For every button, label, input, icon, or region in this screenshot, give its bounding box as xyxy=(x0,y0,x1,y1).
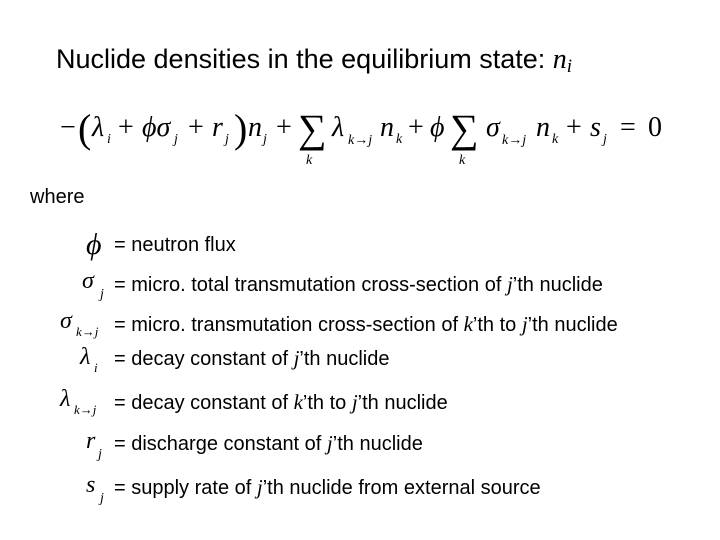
svg-text:k→j: k→j xyxy=(502,133,527,148)
svg-text:j: j xyxy=(603,132,607,147)
s-j-symbol xyxy=(56,472,112,506)
svg-text:n: n xyxy=(536,112,550,143)
phi-symbol xyxy=(56,228,112,262)
definition-phi xyxy=(0,228,720,262)
definition-text-part: ’th nuclide xyxy=(527,314,618,336)
definition-text-part: = neutron flux xyxy=(114,234,236,256)
svg-text:0: 0 xyxy=(648,112,662,143)
svg-text:s: s xyxy=(86,472,96,498)
svg-text:+: + xyxy=(118,112,134,143)
definition-variable: k xyxy=(293,390,303,414)
svg-text:j: j xyxy=(225,132,229,147)
svg-text:λ: λ xyxy=(92,112,105,143)
definition-text-part: = micro. transmutation cross-section of xyxy=(114,314,464,336)
svg-text:λ: λ xyxy=(60,386,71,412)
svg-text:λ: λ xyxy=(80,344,91,370)
r-j-symbol xyxy=(56,428,112,462)
svg-text:∑: ∑ xyxy=(298,106,327,151)
svg-text:(: ( xyxy=(78,106,92,151)
equilibrium-equation xyxy=(58,98,678,178)
definition-text xyxy=(114,272,603,297)
svg-text:j: j xyxy=(174,132,178,147)
svg-text:j: j xyxy=(100,287,104,302)
svg-text:k: k xyxy=(306,153,313,168)
definition-text-part: ’th nuclide xyxy=(512,274,603,296)
definition-text xyxy=(114,431,423,456)
definition-text-part: ’th nuclide xyxy=(357,392,448,414)
lambda-k-to-j-symbol xyxy=(56,386,112,420)
title-text: Nuclide densities in the equilibrium state: xyxy=(56,44,553,74)
lambda-i-symbol xyxy=(56,342,112,376)
definition-text-part: ’th to xyxy=(302,392,352,414)
definition-lambda-i xyxy=(0,342,720,376)
svg-text:σ: σ xyxy=(486,112,500,143)
svg-text:σ: σ xyxy=(60,308,72,334)
definition-variable: j xyxy=(506,272,513,296)
definition-text-part: ’th nuclide from external source xyxy=(262,477,541,499)
definition-text-part: = supply rate of xyxy=(114,477,257,499)
definition-text-part: = decay constant of xyxy=(114,348,294,370)
svg-text:r: r xyxy=(86,428,96,454)
definition-text-part: = decay constant of xyxy=(114,392,294,414)
svg-text:): ) xyxy=(234,106,248,151)
svg-text:=: = xyxy=(620,112,636,143)
definition-sigma-j xyxy=(0,268,720,302)
svg-text:k: k xyxy=(459,153,466,168)
svg-text:k: k xyxy=(396,132,403,147)
svg-text:ϕ: ϕ xyxy=(430,112,445,143)
svg-text:k→j: k→j xyxy=(74,402,97,417)
definition-variable: j xyxy=(521,312,528,336)
definition-variable: j xyxy=(256,475,263,499)
definition-text-part: ’th to xyxy=(472,314,522,336)
svg-text:+: + xyxy=(566,112,582,143)
definition-text xyxy=(114,312,618,337)
svg-text:σ: σ xyxy=(82,268,94,294)
svg-text:+: + xyxy=(276,112,292,143)
definition-text xyxy=(114,475,541,500)
definition-s-j xyxy=(0,472,720,506)
definition-variable: j xyxy=(326,431,333,455)
svg-text:i: i xyxy=(107,132,111,147)
definition-text xyxy=(114,346,389,371)
title-subscript: i xyxy=(566,56,573,77)
svg-text:i: i xyxy=(94,360,98,375)
title-variable: n xyxy=(552,44,567,75)
svg-text:λ: λ xyxy=(332,112,345,143)
definition-text-part: ’th nuclide xyxy=(299,348,390,370)
svg-text:n: n xyxy=(248,112,262,143)
definition-variable: j xyxy=(293,346,300,370)
svg-text:r: r xyxy=(212,112,223,143)
definition-variable: j xyxy=(351,390,358,414)
svg-text:j: j xyxy=(100,491,104,506)
svg-text:n: n xyxy=(380,112,394,143)
svg-text:k→j: k→j xyxy=(348,133,373,148)
svg-text:k→j: k→j xyxy=(76,324,99,339)
svg-text:ϕ: ϕ xyxy=(86,228,102,261)
definition-lambda-k-to-j xyxy=(0,386,720,420)
svg-text:ϕσ: ϕσ xyxy=(142,112,171,143)
definition-r-j xyxy=(0,428,720,462)
svg-text:k: k xyxy=(552,132,559,147)
definition-variable: k xyxy=(463,312,473,336)
svg-text:∑: ∑ xyxy=(450,106,479,151)
svg-text:+: + xyxy=(408,112,424,143)
definition-text xyxy=(114,233,236,257)
definition-text-part: = micro. total transmutation cross-section of xyxy=(114,274,507,296)
sigma-k-to-j-symbol xyxy=(56,308,112,342)
svg-text:j: j xyxy=(263,132,267,147)
definition-sigma-k-to-j xyxy=(0,308,720,342)
sigma-j-symbol xyxy=(56,268,112,302)
definition-text-part: = discharge constant of xyxy=(114,433,327,455)
definition-text xyxy=(114,390,448,415)
definition-text-part: ’th nuclide xyxy=(332,433,423,455)
svg-text:+: + xyxy=(188,112,204,143)
svg-text:j: j xyxy=(98,447,102,462)
slide-title xyxy=(56,44,572,78)
svg-text:s: s xyxy=(590,112,601,143)
svg-text:−: − xyxy=(60,112,76,143)
where-label: where xyxy=(30,186,85,208)
